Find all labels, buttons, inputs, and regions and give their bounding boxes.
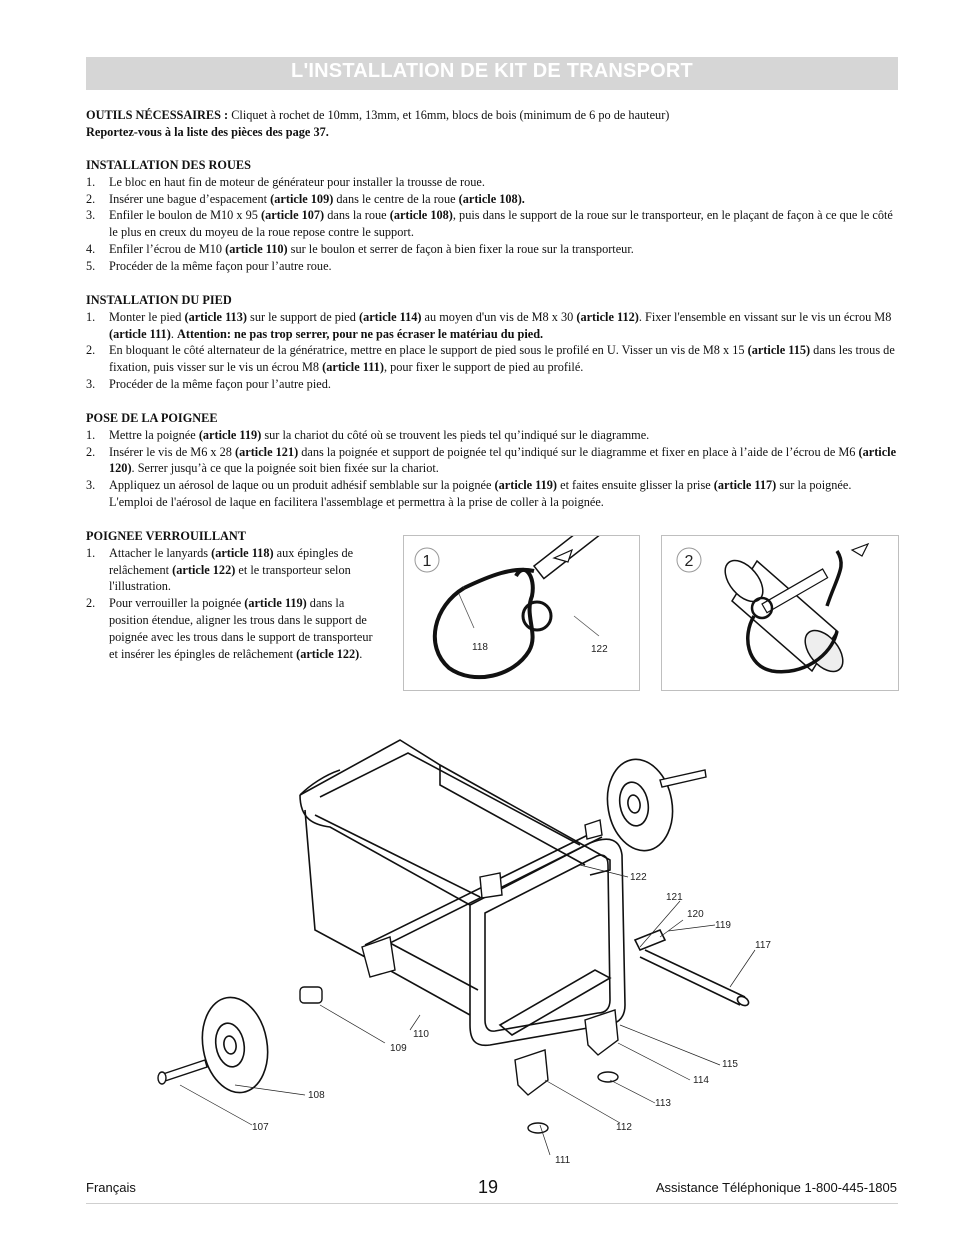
step-number: 5.	[86, 258, 96, 273]
diagram-label: 115	[722, 1059, 738, 1070]
step-text: .	[170, 326, 177, 341]
list-item	[86, 342, 898, 376]
handle-steps	[86, 427, 898, 511]
article-reference: (article 122)	[296, 646, 360, 661]
article-reference: (article 109)	[270, 191, 334, 206]
tools-text: Cliquet à rochet de 10mm, 13mm, et 16mm, blocs de bois (minimum de 6 po de hauteur)	[228, 108, 670, 122]
article-reference: (article 110)	[225, 241, 288, 256]
diagram-label: 119	[715, 920, 731, 931]
article-reference: Attention: ne pas trop serrer, pour ne pas écraser le matériau du pied.	[176, 326, 544, 341]
diagram-label: 111	[555, 1155, 571, 1166]
section-title: POSE DE LA POIGNEE	[86, 411, 218, 425]
lock-steps	[86, 545, 382, 663]
part-label-118: 118	[472, 642, 488, 653]
step-number: 1.	[86, 545, 96, 560]
list-item	[86, 309, 898, 343]
step-text: Insérer une bague d’espacement	[109, 191, 271, 206]
diagram-label: 121	[666, 892, 683, 903]
step-text: sur la chariot du côté où se trouvent les pieds tel qu’indiqué sur le diagramme.	[261, 427, 650, 442]
wheels-section	[86, 157, 898, 275]
article-reference: (article 108).	[458, 191, 525, 206]
article-reference: (article 121)	[235, 444, 299, 459]
step-text: dans les trous de fixation, puis visser sur le vis un écrou M8	[109, 343, 895, 375]
tools-section	[86, 107, 898, 141]
page-number: 19	[478, 1177, 499, 1197]
step-text: . Serrer jusqu’à ce que la poignée soit bien fixée sur la chariot.	[131, 461, 439, 476]
leader-lines	[180, 865, 755, 1155]
handle-section	[86, 410, 898, 511]
list-item	[86, 241, 898, 258]
step-number: 4.	[86, 241, 96, 256]
tools-label: OUTILS NÉCESSAIRES :	[86, 108, 229, 122]
step-number: 2.	[86, 343, 96, 358]
list-item	[86, 444, 898, 478]
diagram-label: 114	[693, 1075, 709, 1086]
step-number: 1.	[86, 427, 96, 442]
article-reference: (article 107)	[260, 208, 325, 223]
step-text: Enfiler l’écrou de M10	[109, 241, 226, 256]
step-number: 3.	[86, 478, 96, 493]
figure-1	[403, 535, 640, 691]
parts-reference: Reportez-vous à la liste des pièces des page 37.	[86, 124, 329, 139]
step-text: sur le support de pied	[246, 309, 359, 324]
article-reference: (article 119)	[244, 596, 307, 611]
step-text: .	[359, 646, 363, 661]
article-reference: (article 117)	[713, 478, 777, 493]
step-number: 1.	[86, 174, 96, 189]
footer-language: Français	[86, 1180, 136, 1195]
lock-section	[86, 528, 382, 662]
step-text: Attacher le lanyards	[109, 545, 212, 560]
step-text: Procéder de la même façon pour l’autre roue.	[109, 258, 332, 273]
section-title: INSTALLATION DES ROUES	[86, 158, 251, 172]
step-number: 3.	[86, 376, 96, 391]
article-reference: (article 108)	[389, 208, 453, 223]
step-text: dans la roue	[324, 208, 390, 223]
article-reference: (article 122)	[172, 562, 236, 577]
diagram-label: 107	[252, 1122, 269, 1133]
diagram-label: 110	[413, 1029, 429, 1040]
step-text: dans la poignée et support de poignée tel qu’indiqué sur le diagramme et fixer en place à l’aide de l’écrou de M6	[298, 444, 859, 459]
diagram-label: 117	[755, 940, 771, 951]
step-number: 2.	[86, 596, 96, 611]
lanyard-loop	[464, 570, 534, 588]
footer-hotline: Assistance Téléphonique 1-800-445-1805	[655, 1180, 897, 1195]
article-reference: (article 118)	[211, 545, 274, 560]
lanyard-cable	[435, 570, 533, 677]
diagram-label: 112	[616, 1122, 632, 1133]
list-item	[86, 376, 898, 393]
list-item	[86, 545, 382, 595]
step-text: sur le boulon et serrer de façon à bien fixer la roue sur la transporteur.	[287, 241, 634, 256]
step-text: Monter le pied	[109, 309, 185, 324]
diagram-label: 109	[390, 1043, 407, 1054]
article-reference: (article 113)	[184, 309, 247, 324]
figure-number: 2	[684, 553, 694, 570]
article-reference: (article 119)	[198, 427, 262, 442]
diagram-label: 113	[655, 1098, 671, 1109]
step-text: En bloquant le côté alternateur de la génératrice, mettre en place le support de pied sous le profilé en U. Visser un vis de M8 x 15	[109, 343, 748, 358]
section-title: POIGNEE VERROUILLANT	[86, 529, 247, 543]
step-text: Mettre la poignée	[109, 427, 199, 442]
page-title: L'INSTALLATION DE KIT DE TRANSPORT	[291, 60, 693, 82]
step-text: Le bloc en haut fin de moteur de générateur pour installer la trousse de roue.	[109, 174, 485, 189]
article-reference: (article 115)	[747, 343, 811, 358]
step-text: Enfiler le boulon de M10 x 95	[109, 208, 261, 223]
step-text: au moyen d'un vis de M8 x 30	[421, 309, 577, 324]
step-text: , puis dans le support de la roue sur le transporteur, en le plaçant de façon à ce que le côté le plus en creux du moyeu de la roue repose contre le support.	[109, 208, 893, 240]
pin-ring	[523, 602, 551, 630]
list-item	[86, 191, 898, 208]
arrow-icon	[852, 544, 868, 556]
step-text: Procéder de la même façon pour l’autre pied.	[109, 376, 331, 391]
figure-2	[661, 535, 899, 691]
pin-body	[534, 536, 623, 579]
title-banner	[86, 57, 898, 90]
step-text: Pour verrouiller la poignée	[109, 596, 245, 611]
exploded-assembly-diagram	[140, 725, 800, 1170]
footer-divider	[86, 1203, 898, 1204]
list-item	[86, 427, 898, 444]
article-reference: (article 111)	[109, 326, 171, 341]
list-item	[86, 477, 898, 511]
article-reference: (article 119)	[494, 478, 558, 493]
step-text: et le transporteur selon l'illustration.	[109, 562, 351, 594]
step-number: 2.	[86, 191, 96, 206]
step-text: Insérer le vis de M6 x 28	[109, 444, 236, 459]
step-text: , pour fixer le support de pied au profilé.	[383, 360, 584, 375]
step-text: . Fixer l'ensemble en vissant sur le vis un écrou M8	[638, 309, 892, 324]
article-reference: (article 120)	[109, 444, 897, 476]
step-text: dans le centre de la roue	[333, 191, 459, 206]
list-item	[86, 595, 382, 662]
step-text: dans la position étendue, aligner les trous dans le support de poignée avec les trous dans le support de transporteur et insérer les épingles de relâchement	[109, 596, 373, 661]
step-number: 3.	[86, 208, 96, 223]
article-reference: (article 111)	[322, 360, 384, 375]
step-text: et faites ensuite glisser la prise	[557, 478, 714, 493]
diagram-label: 122	[630, 872, 647, 883]
diagram-label: 120	[687, 909, 704, 920]
step-text: sur la poignée. L'emploi de l'aérosol de laque en facilitera l'assemblage et permettra à la prise de coller à la poignée.	[109, 478, 852, 509]
lanyard-pin-illustration	[404, 536, 639, 690]
wheel-left	[195, 992, 275, 1098]
step-number: 2.	[86, 444, 96, 459]
section-title: INSTALLATION DU PIED	[86, 293, 232, 307]
part-label-122: 122	[591, 644, 608, 655]
article-reference: (article 112)	[576, 309, 639, 324]
list-item	[86, 258, 898, 275]
wheels-steps	[86, 174, 898, 275]
figure-number: 1	[422, 553, 432, 570]
foot-steps	[86, 309, 898, 393]
step-text: aux épingles de relâchement	[109, 545, 354, 577]
article-reference: (article 114)	[358, 309, 422, 324]
step-number: 1.	[86, 309, 96, 324]
tube-pin-illustration	[662, 536, 898, 690]
list-item	[86, 174, 898, 191]
list-item	[86, 207, 898, 241]
foot-section	[86, 292, 898, 393]
diagram-label: 108	[308, 1090, 325, 1101]
step-text: Appliquez un aérosol de laque ou un produit adhésif semblable sur la poignée	[109, 478, 495, 493]
